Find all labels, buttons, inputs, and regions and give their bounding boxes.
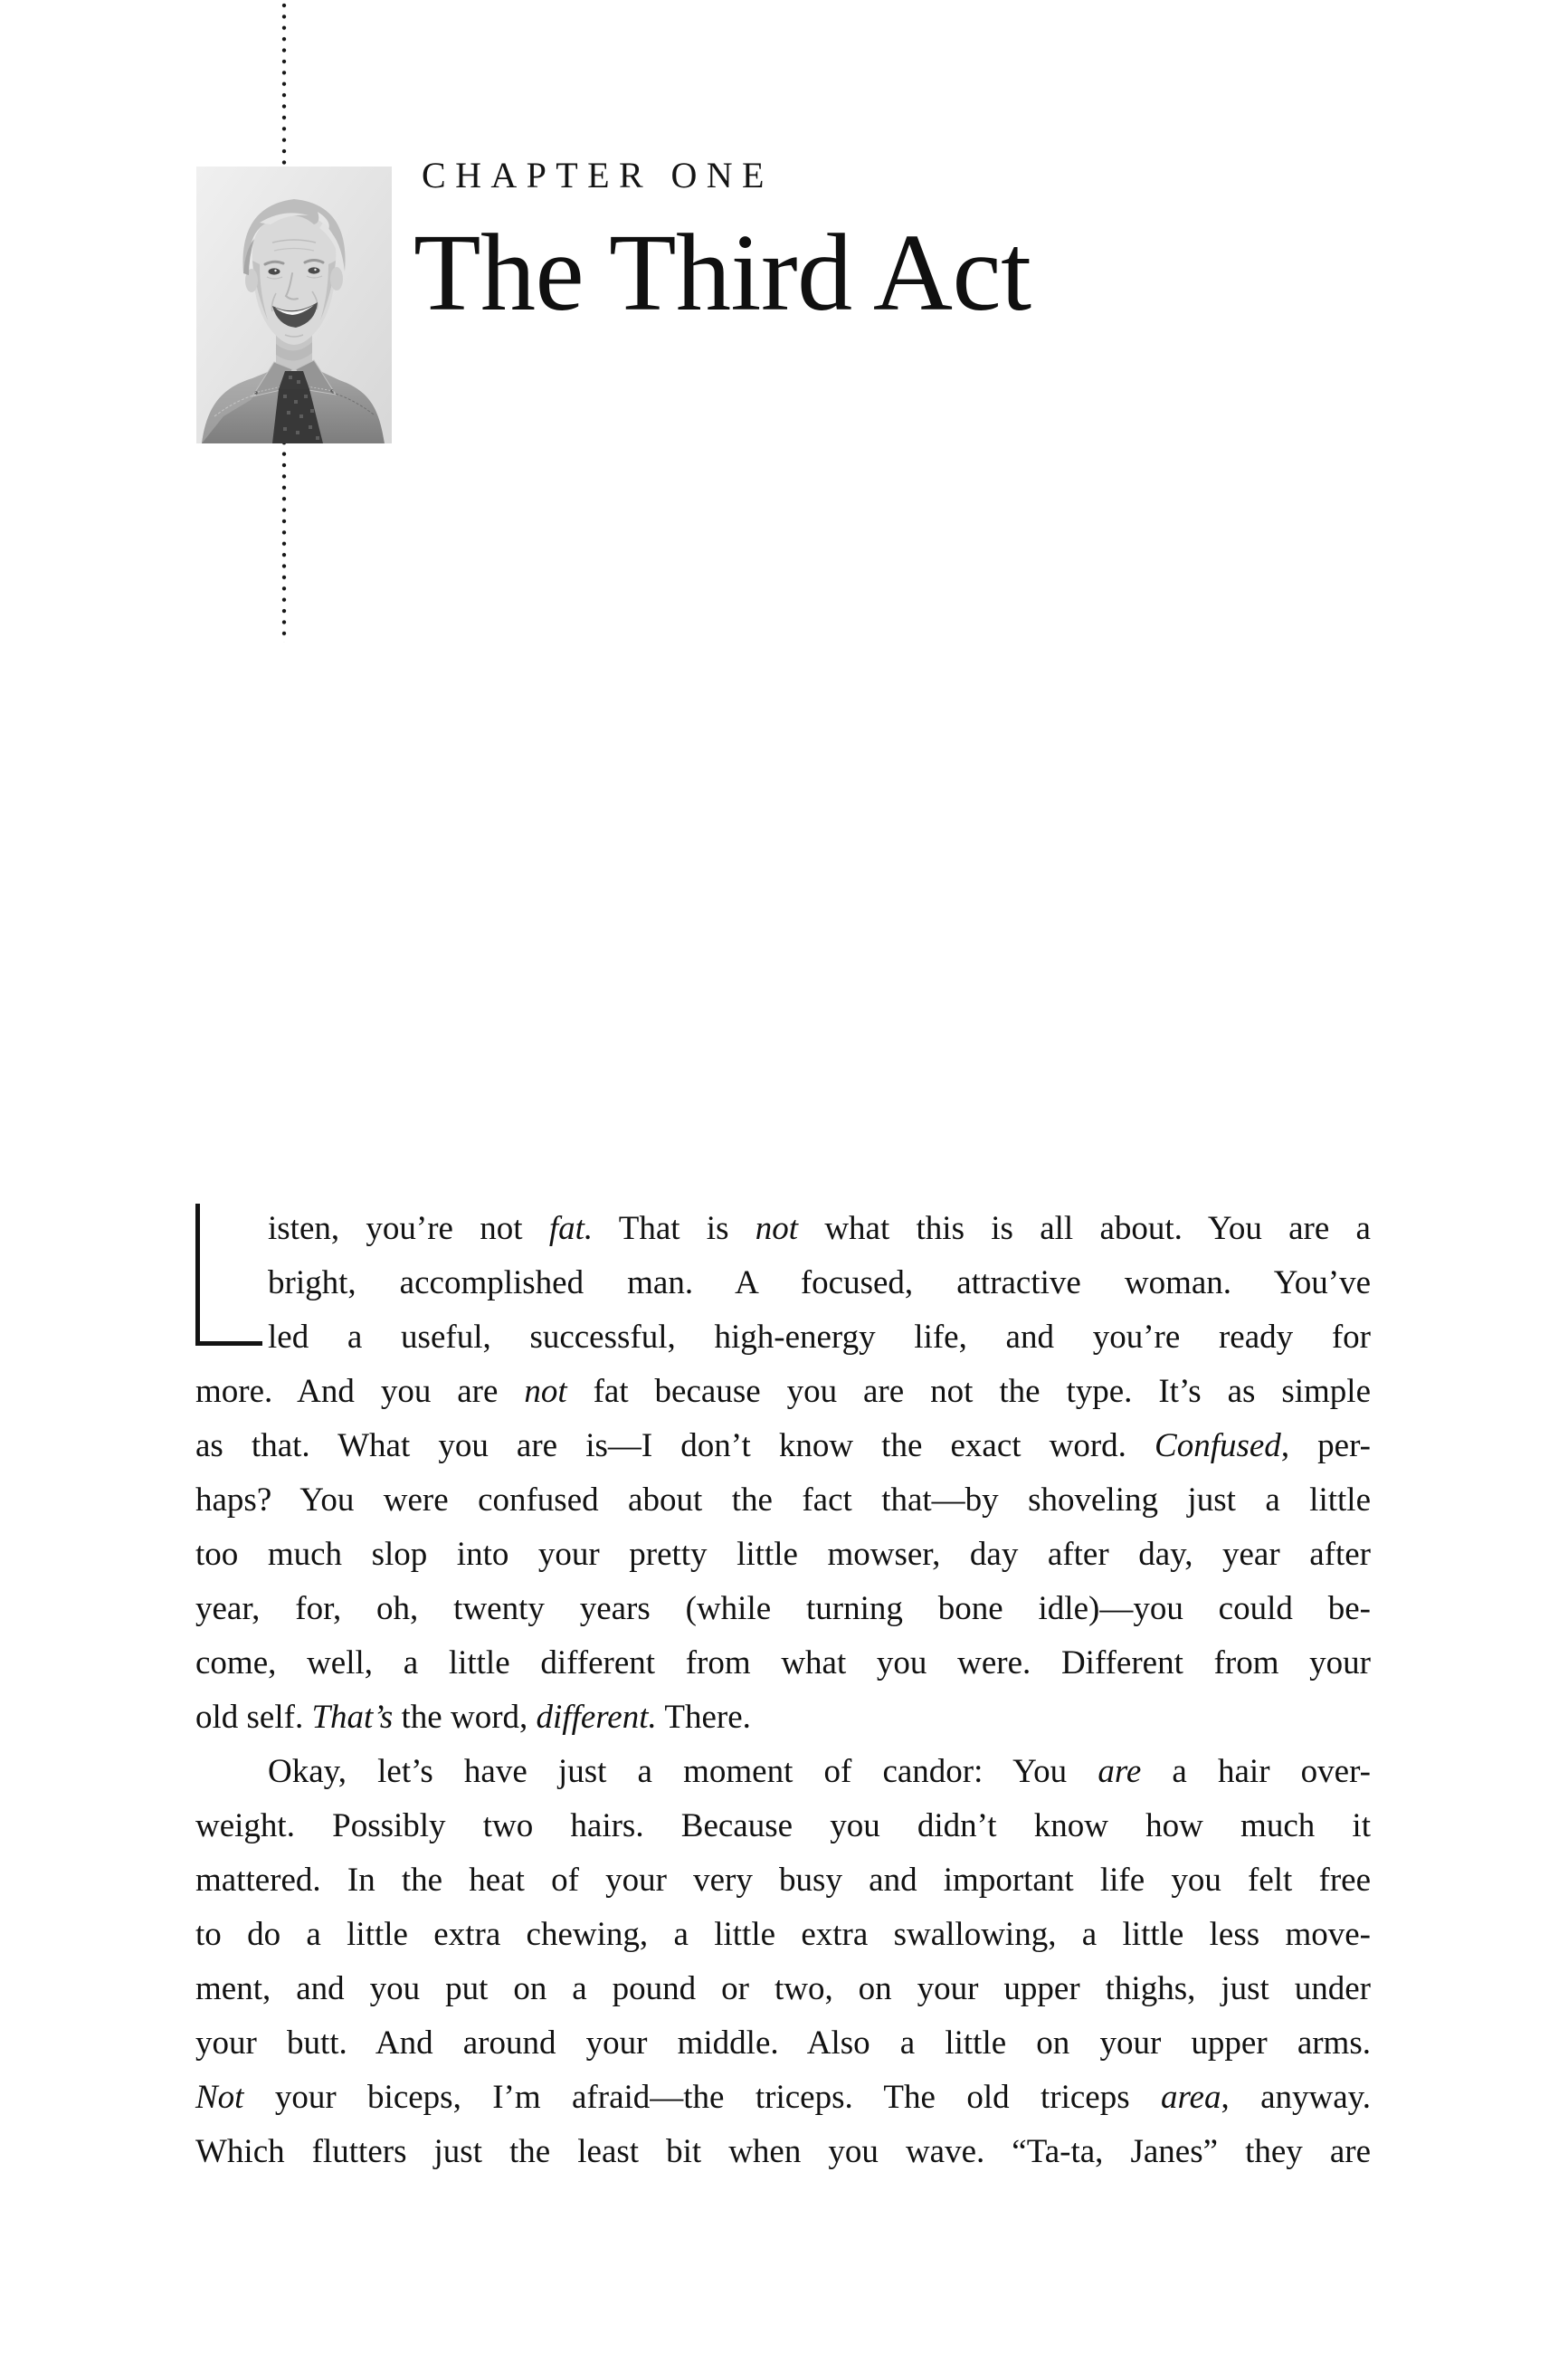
body-line: your butt. And around your middle. Also a little on your upper arms. <box>195 2024 1371 2062</box>
body-line: Which flutters just the least bit when you wave. “Ta-ta, Janes” they are <box>195 2133 1371 2170</box>
body-line: more. And you are not fat because you are not the type. It’s as simple <box>195 1373 1371 1410</box>
body-line: bright, accomplished man. A focused, attractive woman. You’ve <box>268 1264 1371 1301</box>
body-text <box>195 1202 1371 2179</box>
body-line: come, well, a little different from what you were. Different from your <box>195 1644 1371 1681</box>
body-line: isten, you’re not fat. That is not what this is all about. You are a <box>268 1210 1371 1247</box>
chapter-kicker: CHAPTER ONE <box>422 155 774 195</box>
body-line: led a useful, successful, high-energy life, and you’re ready for <box>268 1319 1371 1356</box>
body-line: old self. That’s the word, different. There. <box>195 1699 751 1736</box>
portrait-photo <box>196 167 392 443</box>
body-lines <box>195 1202 1371 2179</box>
body-line: too much slop into your pretty little mowser, day after day, year after <box>195 1536 1371 1573</box>
body-line: year, for, oh, twenty years (while turning bone idle)—you could be- <box>195 1590 1371 1627</box>
body-line: mattered. In the heat of your very busy and important life you felt free <box>195 1862 1371 1899</box>
body-line: to do a little extra chewing, a little extra swallowing, a little less move- <box>195 1916 1371 1953</box>
body-line: ment, and you put on a pound or two, on your upper thighs, just under <box>195 1970 1371 2007</box>
body-line: as that. What you are is—I don’t know the exact word. Confused, per- <box>195 1427 1371 1464</box>
drop-cap-letter-value <box>200 1204 201 1205</box>
body-line: haps? You were confused about the fact that—by shoveling just a little <box>195 1481 1371 1519</box>
drop-cap-letter-l <box>195 1204 262 1346</box>
body-line: Not your biceps, I’m afraid—the triceps. The old triceps area, anyway. <box>195 2079 1371 2116</box>
chapter-title: The Third Act <box>413 212 1031 334</box>
body-line: weight. Possibly two hairs. Because you didn’t know how much it <box>195 1807 1371 1844</box>
body-line: Okay, let’s have just a moment of candor: You are a hair over- <box>268 1753 1371 1790</box>
portrait-photo-illustration <box>196 167 392 443</box>
